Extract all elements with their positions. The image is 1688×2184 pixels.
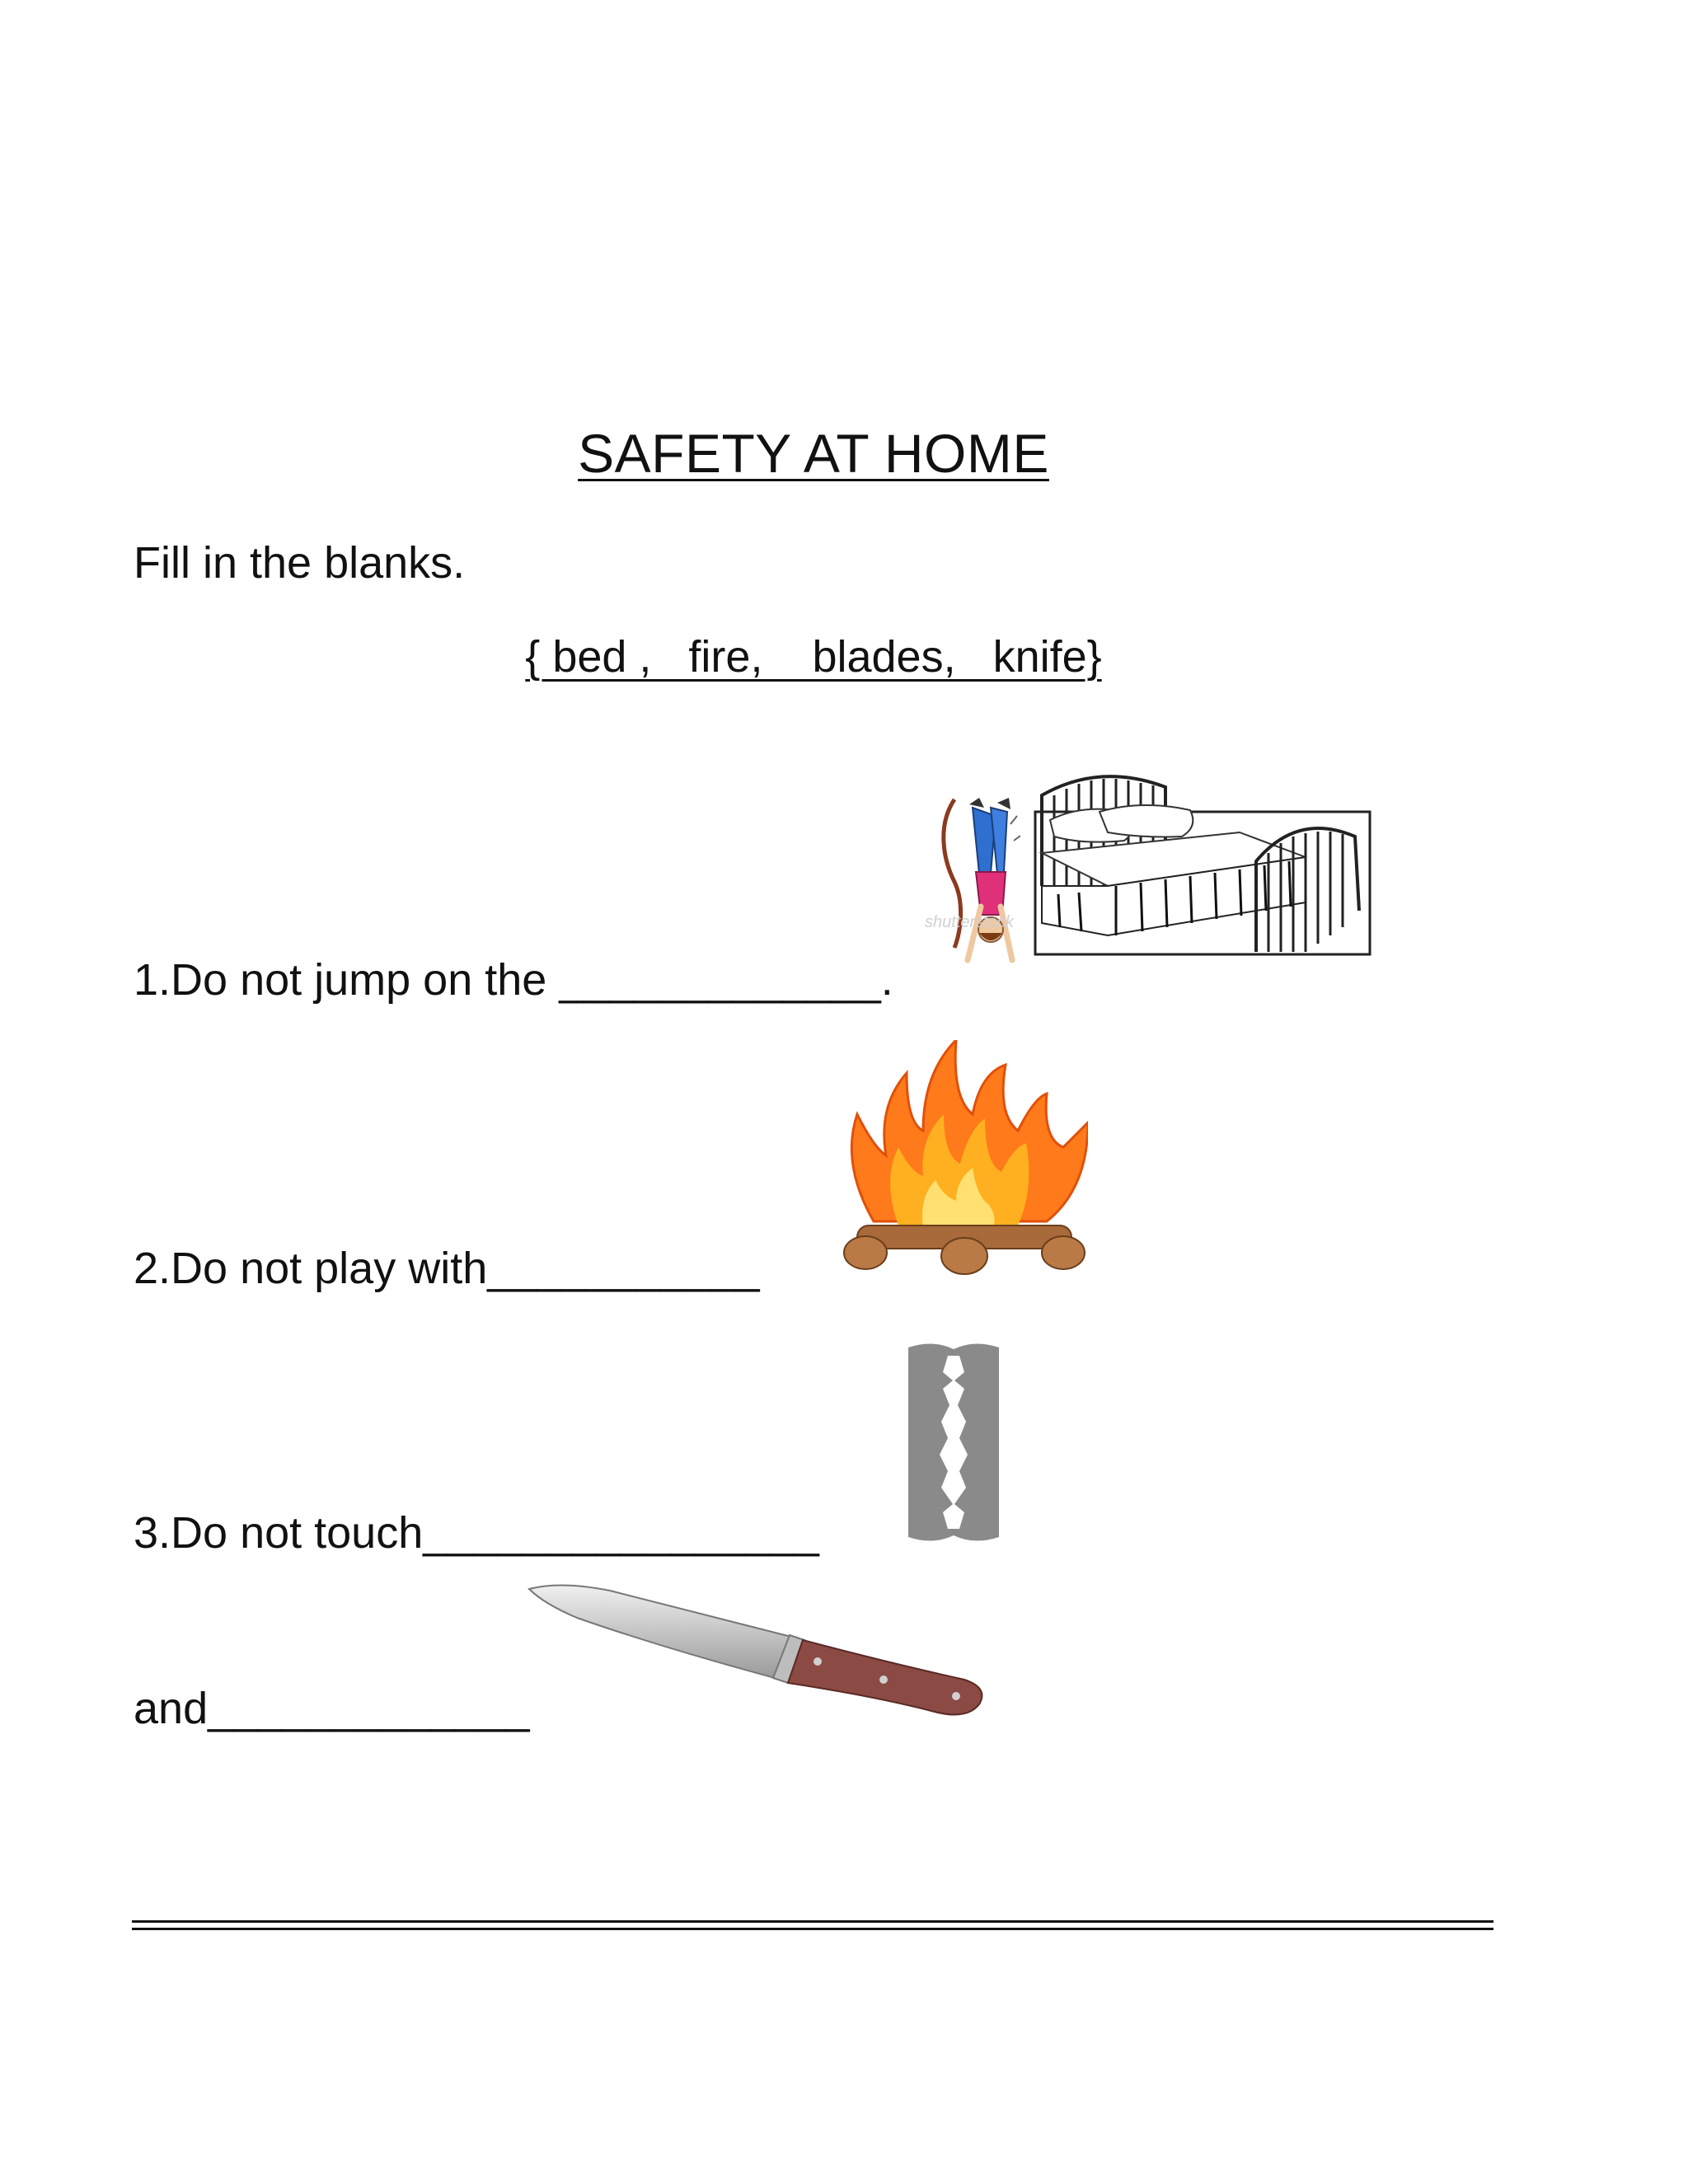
instruction-text: Fill in the blanks. [134,538,466,588]
razor-blade-icon [900,1339,1007,1545]
bottom-rule-bottom [132,1928,1493,1930]
question-2: 2.Do not play with___________ [134,1244,760,1293]
page-title: SAFETY AT HOME [578,423,1049,484]
watermark-text: shutterstock [925,913,1014,931]
question-3-continued: and_____________ [134,1684,530,1733]
campfire-icon [841,1040,1088,1287]
jumping-child-icon [921,791,1020,1005]
bed-icon [1034,762,1372,956]
bottom-rule-top [132,1920,1493,1923]
question-3: 3.Do not touch________________ [134,1508,819,1558]
knife-icon [528,1581,989,1729]
question-1: 1.Do not jump on the _____________. [134,955,893,1005]
word-bank: { bed , fire, blades, knife} [525,632,1102,682]
